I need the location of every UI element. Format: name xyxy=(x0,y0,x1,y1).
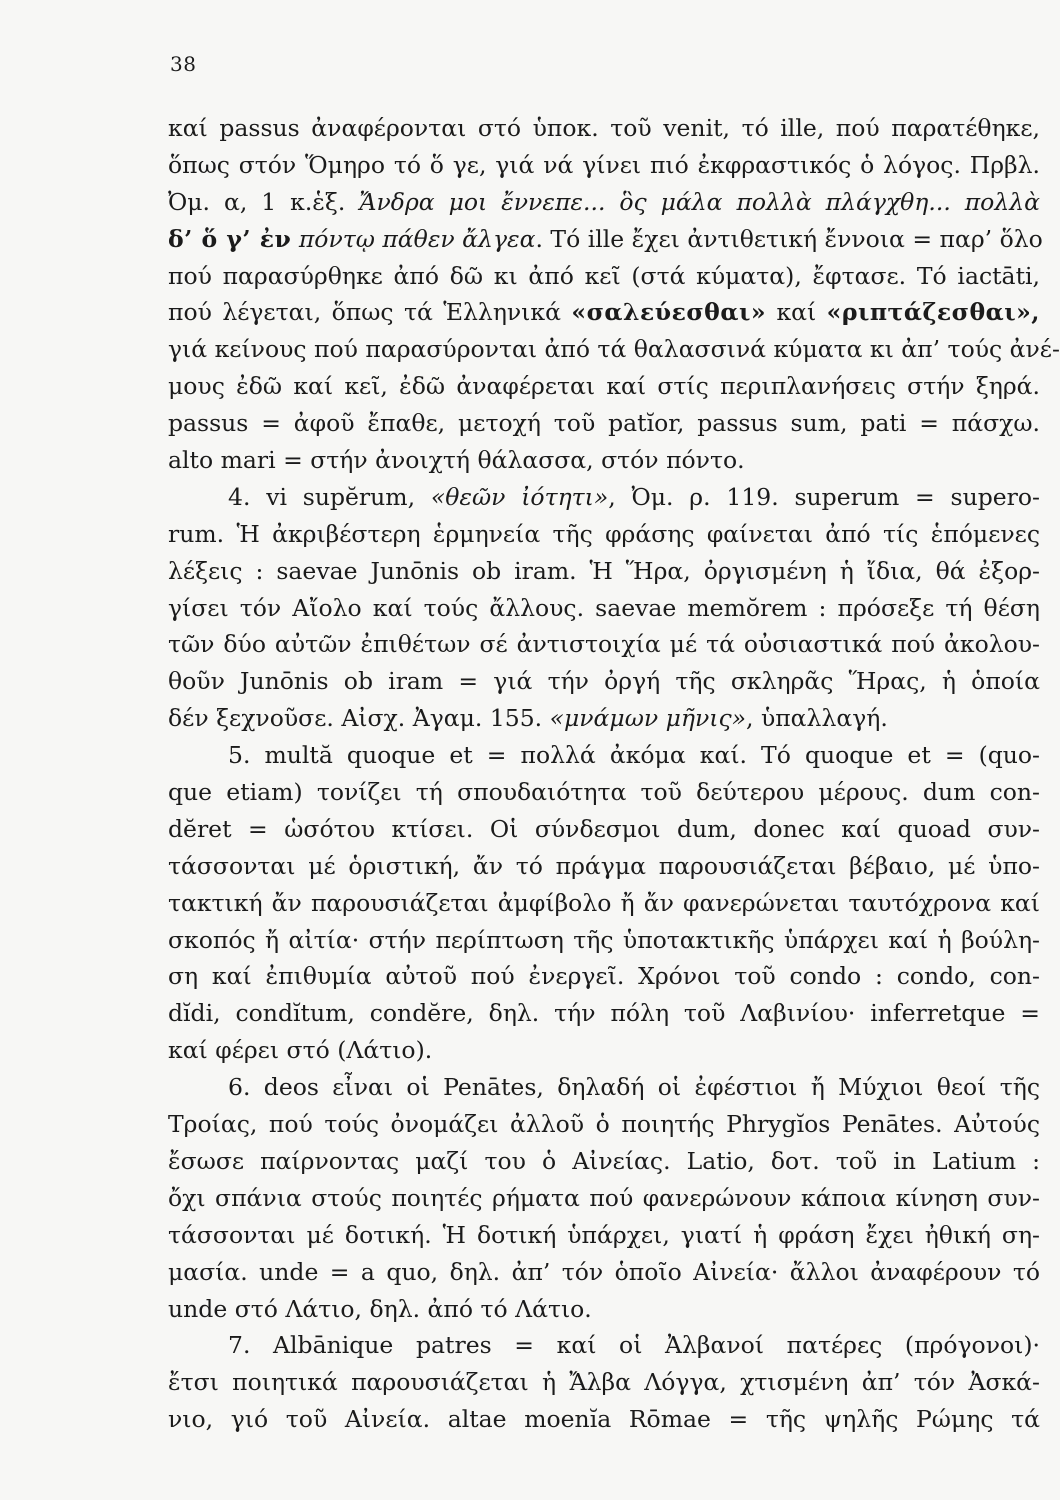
text-line xyxy=(168,479,1040,516)
text-run: γιά κείνους πού παρασύρονται ἀπό τά θαλασσινά κύματα κι ἀπ’ τούς ἀνέ- xyxy=(168,335,1060,364)
text-line xyxy=(168,184,1040,221)
text-run: καί xyxy=(766,298,827,327)
commentary-text xyxy=(168,110,1060,1438)
text-line xyxy=(168,885,1040,922)
text-line xyxy=(168,110,1040,147)
text-line xyxy=(168,1143,1040,1180)
text-run: , ὑπαλλαγή. xyxy=(746,704,888,733)
text-run: πού λέγεται, ὅπως τά Ἑλληνικά xyxy=(168,298,572,327)
text-run: que etiam) τονίζει τή σπουδαιότητα τοῦ δεύτερου μέρους. dum con- xyxy=(168,778,1040,807)
text-line xyxy=(168,442,1040,479)
text-line xyxy=(168,1364,1040,1401)
text-line xyxy=(168,553,1040,590)
text-run: 6. deos εἶναι οἱ Penātes, δηλαδή οἱ ἐφέστιοι ἤ Μύχιοι θεοί τῆς xyxy=(228,1073,1040,1102)
text-line xyxy=(168,922,1040,959)
text-line xyxy=(168,405,1040,442)
text-run: μασία. unde = a quo, δηλ. ἀπ’ τόν ὁποῖο Αἰνεία· ἄλλοι ἀναφέρουν τό xyxy=(168,1257,1040,1286)
text-run: Ὀμ. α, 1 κ.ἑξ. xyxy=(168,187,360,216)
text-run: dĭdi, condĭtum, condĕre, δηλ. τήν πόλη τοῦ Λαβινίου· inferretque = xyxy=(168,999,1040,1028)
text-line xyxy=(168,811,1040,848)
text-run: τάσσονται μέ δοτική. Ἡ δοτική ὑπάρχει, γιατί ἡ φράση ἔχει ἠθική ση- xyxy=(168,1220,1040,1249)
text-run: μους ἐδῶ καί κεῖ, ἐδῶ ἀναφέρεται καί στίς περιπλανήσεις στήν ξηρά. xyxy=(168,372,1040,401)
text-line xyxy=(168,626,1040,663)
text-run: unde στό Λάτιο, δηλ. ἀπό τό Λάτιο. xyxy=(168,1294,592,1323)
text-run: θοῦν Junōnis ob iram = γιά τήν ὀργή τῆς σκληρᾶς Ἥρας, ἡ ὁποία xyxy=(168,667,1040,696)
text-line xyxy=(168,737,1040,774)
text-run: ὅπως στόν Ὅμηρο τό ὅ γε, γιά νά γίνει πιό ἐκφραστικός ὁ λόγος. Πρβλ. xyxy=(168,150,1040,179)
text-run: 5. multă quoque et = πολλά ἀκόμα καί. Τό quoque et = (quo- xyxy=(228,741,1040,770)
text-run: ἔτσι ποιητικά παρουσιάζεται ἡ Ἄλβα Λόγγα, χτισμένη ἀπ’ τόν Ἀσκά- xyxy=(168,1368,1040,1397)
text-line xyxy=(168,1106,1040,1143)
text-run: σκοπός ἤ αἰτία· στήν περίπτωση τῆς ὑποτακτικῆς ὑπάρχει καί ἡ βούλη- xyxy=(168,925,1040,954)
text-run: , Ὀμ. ρ. 119. superum = supero- xyxy=(608,482,1040,511)
text-line xyxy=(168,331,1060,368)
page-number: 38 xyxy=(170,52,197,76)
text-line xyxy=(168,1254,1040,1291)
text-run: λέξεις : saevae Junōnis ob iram. Ἡ Ἥρα, ὀργισμένη ἡ ἴδια, θά ἐξορ- xyxy=(168,556,1040,585)
italic-quote: «μνάμων μῆνις» xyxy=(549,704,747,733)
text-line xyxy=(168,147,1040,184)
text-line xyxy=(168,1291,1040,1328)
text-run: Τροίας, πού τούς ὀνομάζει ἀλλοῦ ὁ ποιητής Phrygĭos Penātes. Αὐτούς xyxy=(168,1110,1040,1139)
text-line xyxy=(168,958,1040,995)
text-line xyxy=(168,1327,1040,1364)
text-line xyxy=(168,516,1040,553)
text-line xyxy=(168,368,1040,405)
text-line xyxy=(168,258,1040,295)
text-run: passus = ἀφοῦ ἔπαθε, μετοχή τοῦ patĭor, passus sum, pati = πάσχω. xyxy=(168,409,1040,438)
text-line xyxy=(168,294,1040,331)
text-line xyxy=(168,1401,1040,1438)
text-run: καί passus ἀναφέρονται στό ὑποκ. τοῦ venit, τό ille, πού παρατέθηκε, xyxy=(168,114,1040,142)
text-run: rum. Ἡ ἀκριβέστερη ἑρμηνεία τῆς φράσης φαίνεται ἀπό τίς ἑπόμενες xyxy=(168,519,1040,548)
text-line xyxy=(168,1180,1040,1217)
text-line xyxy=(168,663,1040,700)
text-run: ὄχι σπάνια στούς ποιητές ρήματα πού φανερώνουν κάποια κίνηση συν- xyxy=(168,1183,1040,1212)
italic-quote: «θεῶν ἰότητι» xyxy=(430,482,609,511)
text-line xyxy=(168,590,1040,627)
text-run: νιο, γιό τοῦ Αἰνεία. altae moenĭa Rōmae = τῆς ψηλῆς Ρώμης τά xyxy=(168,1405,1040,1434)
text-line xyxy=(168,221,1043,258)
bold-term: «ριπτάζεσθαι», xyxy=(826,298,1040,327)
text-line xyxy=(168,774,1040,811)
text-run: dĕret = ὡσότου κτίσει. Οἱ σύνδεσμοι dum, donec καί quoad συν- xyxy=(168,814,1040,843)
text-run: τάσσονται μέ ὁριστική, ἄν τό πράγμα παρουσιάζεται βέβαιο, μέ ὑπο- xyxy=(168,851,1040,880)
text-run: τῶν δύο αὐτῶν ἐπιθέτων σέ ἀντιστοιχία μέ τά οὐσιαστικά πού ἀκολου- xyxy=(168,630,1040,659)
text-run: 7. Albānique patres = καί οἱ Ἀλβανοί πατέρες (πρόγονοι)· xyxy=(228,1331,1040,1360)
text-run: ση καί ἐπιθυμία αὐτοῦ πού ἐνεργεῖ. Χρόνοι τοῦ condo : condo, con- xyxy=(168,962,1040,991)
text-run: alto mari = στήν ἀνοιχτή θάλασσα, στόν πόντο. xyxy=(168,446,745,475)
bold-term: «σαλεύεσθαι» xyxy=(571,298,767,327)
text-run: πού παρασύρθηκε ἀπό δῶ κι ἀπό κεῖ (στά κύματα), ἔφτασε. Τό iactāti, xyxy=(168,261,1040,290)
text-run: τακτική ἄν παρουσιάζεται ἀμφίβολο ἤ ἄν φανερώνεται ταυτόχρονα καί xyxy=(168,888,1040,917)
italic-quote: Ἄνδρα μοι ἔννεπε... ὃς μάλα πολλὰ πλάγχθη... πολλὰ xyxy=(359,187,1040,216)
text-run: . Τό ille ἔχει ἀντιθετική ἔννοια = παρ’ ὅλο xyxy=(535,224,1043,253)
text-line xyxy=(168,1032,1040,1069)
text-run: 4. vi supĕrum, xyxy=(228,482,431,511)
text-line xyxy=(168,1069,1040,1106)
text-line xyxy=(168,700,1040,737)
bold-term: δ’ ὅ γ’ ἐν xyxy=(168,224,292,253)
text-run: δέν ξεχνοῦσε. Αἰσχ. Ἀγαμ. 155. xyxy=(168,704,550,733)
text-run: καί φέρει στό (Λάτιο). xyxy=(168,1036,433,1065)
italic-quote: πόντῳ πάθεν ἄλγεα xyxy=(291,224,536,253)
text-line xyxy=(168,848,1040,885)
text-line xyxy=(168,995,1040,1032)
text-line xyxy=(168,1217,1040,1254)
text-run: γίσει τόν Αἴολο καί τούς ἄλλους. saevae memŏrem : πρόσεξε τή θέση xyxy=(168,593,1040,622)
text-run: ἔσωσε παίρνοντας μαζί του ὁ Αἰνείας. Latio, δοτ. τοῦ in Latium : xyxy=(168,1146,1040,1175)
